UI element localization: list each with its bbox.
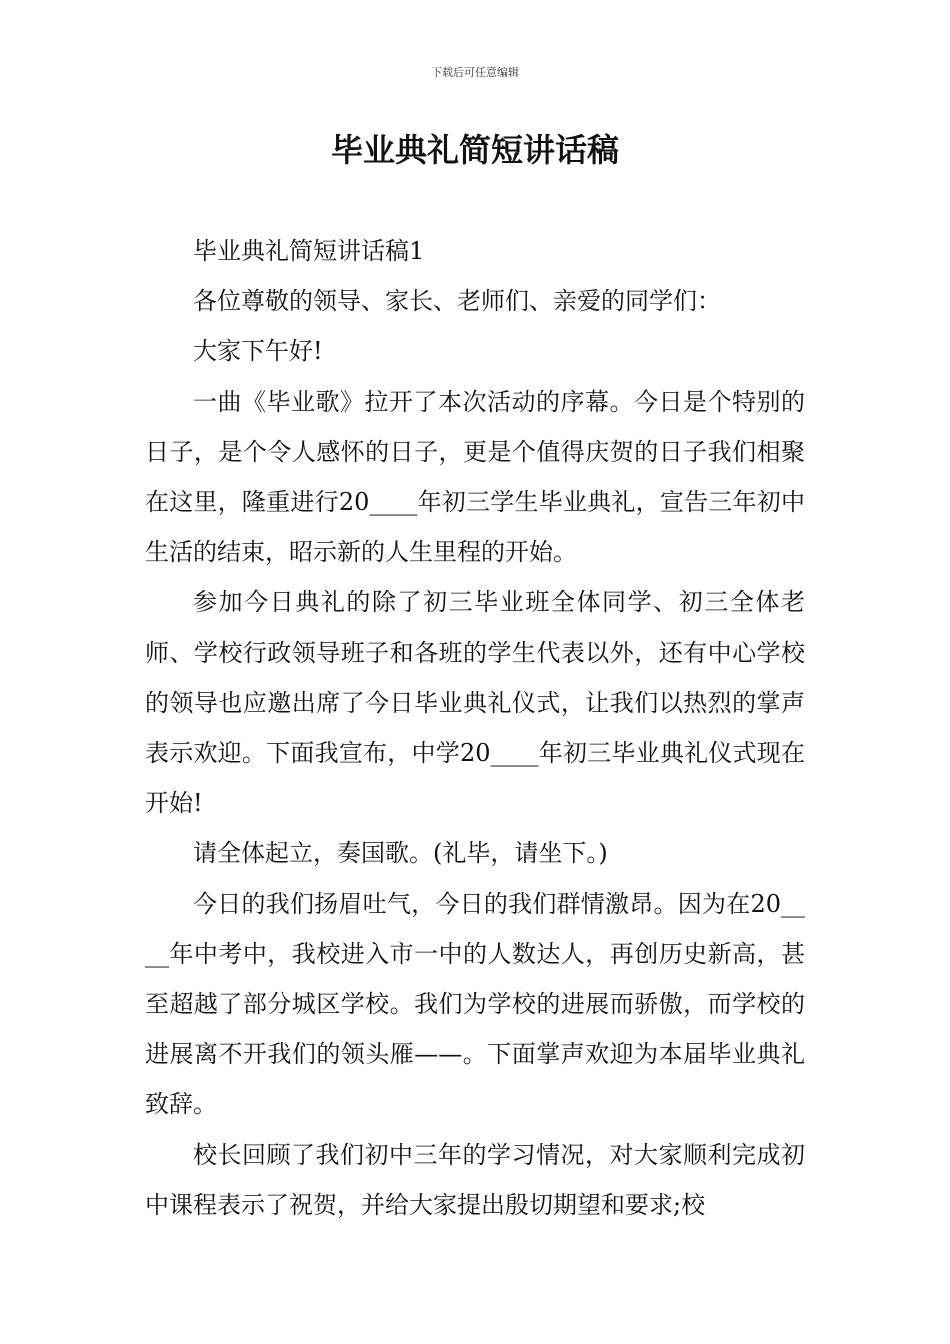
section-heading: 毕业典礼简短讲话稿1 xyxy=(193,237,425,265)
body-paragraph: 今日的我们扬眉吐气，今日的我们群情激昂。因为在20____年中考中，我校进入市一中的人数达人，再创历史新高，甚至超越了部分城区学校。我们为学校的进展而骄傲，而学校的进展离不开我们的领头雁——。下面掌声欢迎为本届毕业典礼致辞。 xyxy=(145,889,805,1119)
body-paragraph: 请全体起立，奏国歌。(礼毕，请坐下。) xyxy=(193,839,608,868)
greeting-paragraph: 大家下午好! xyxy=(193,337,323,366)
salutation-paragraph: 各位尊敬的领导、家长、老师们、亲爱的同学们： xyxy=(193,287,721,316)
header-note: 下载后可任意编辑 xyxy=(431,66,519,79)
document-title: 毕业典礼简短讲话稿 xyxy=(330,131,619,169)
body-paragraph: 校长回顾了我们初中三年的学习情况，对大家顺利完成初中课程表示了祝贺，并给大家提出殷切期望和要求;校 xyxy=(145,1140,805,1219)
body-paragraph: 一曲《毕业歌》拉开了本次活动的序幕。今日是个特别的日子，是个令人感怀的日子，更是个值得庆贺的日子我们相聚在这里，隆重进行20____年初三学生毕业典礼，宣告三年初中生活的结束，昭示新的人生里程的开始。 xyxy=(145,387,805,567)
body-paragraph: 参加今日典礼的除了初三毕业班全体同学、初三全体老师、学校行政领导班子和各班的学生代表以外，还有中心学校的领导也应邀出席了今日毕业典礼仪式，让我们以热烈的掌声表示欢迎。下面我宣布，中学20____年初三毕业典礼仪式现在开始! xyxy=(145,588,805,818)
document-body xyxy=(145,226,805,1230)
